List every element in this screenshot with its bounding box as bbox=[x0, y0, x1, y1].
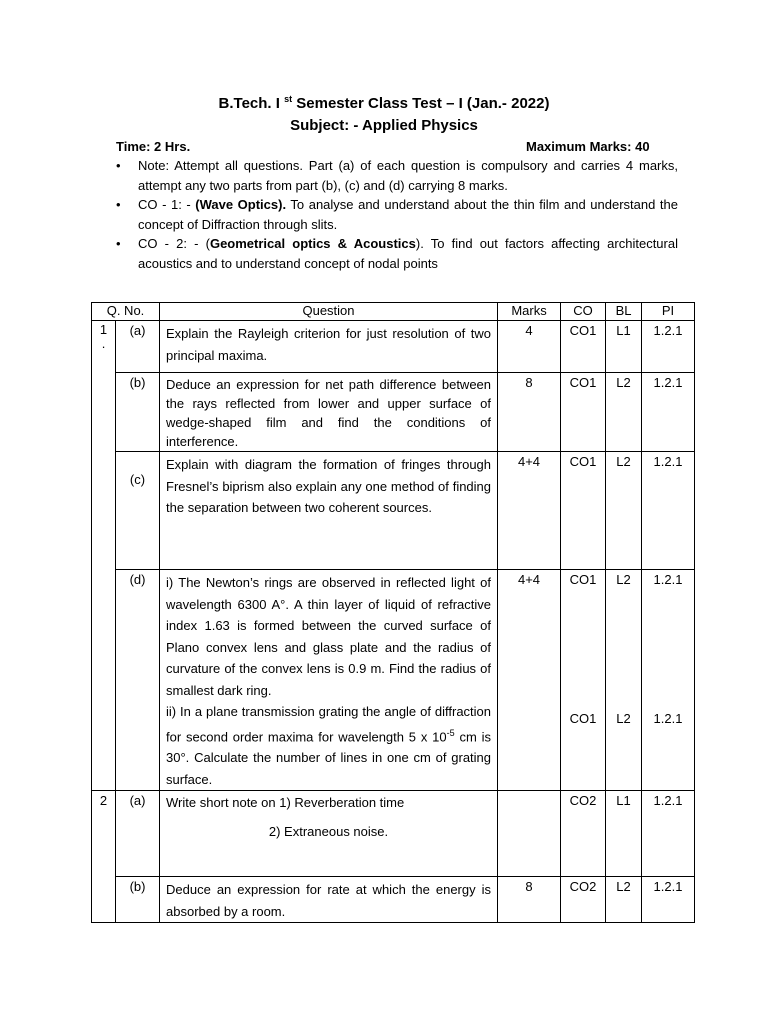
co2-topic: Geometrical optics & Acoustics bbox=[209, 236, 416, 251]
pi-ii: 1.2.1 bbox=[653, 711, 683, 726]
co-cell: CO1 bbox=[561, 373, 606, 452]
question-table bbox=[91, 302, 695, 923]
co1-description: To analyse and understand about the thin film and understand the concept of Diffraction through slits. bbox=[138, 197, 678, 232]
title-text: B.Tech. I bbox=[218, 95, 280, 112]
co-cell: CO1 bbox=[561, 452, 606, 570]
table-row bbox=[92, 373, 695, 452]
short-note-2: 2) Extraneous noise. bbox=[268, 824, 389, 840]
pi-cell: 1.2.1 bbox=[642, 321, 695, 373]
header-qno: Q. No. bbox=[92, 303, 160, 321]
qnum-text: 1 bbox=[99, 322, 108, 337]
subject-title: Subject: - Applied Physics bbox=[290, 117, 478, 134]
table-row bbox=[92, 570, 695, 791]
exponent: -5 bbox=[446, 727, 455, 738]
exam-title bbox=[0, 94, 768, 112]
note-text: Note: Attempt all questions. Part (a) of each question is compulsory and carries 4 marks, attempt any two parts from part (b), (c) and (d) carrying 8 marks. bbox=[138, 158, 678, 193]
question-text: Deduce an expression for rate at which the energy is absorbed by a room. bbox=[160, 877, 498, 923]
header-pi: PI bbox=[642, 303, 695, 321]
question-number-2: 2 bbox=[92, 791, 116, 923]
question-text bbox=[160, 791, 498, 877]
maximum-marks: Maximum Marks: 40 bbox=[526, 139, 650, 154]
qnum-dot: . bbox=[101, 336, 106, 351]
question-text: Deduce an expression for net path difference between the rays reflected from lower and upper surface of wedge-shaped film and find the conditions of interference. bbox=[160, 373, 498, 452]
table-header-row bbox=[92, 303, 695, 321]
bullet-icon: • bbox=[116, 197, 121, 212]
bl-cell: L2 bbox=[606, 452, 642, 570]
subquestion-ii: ii) In a plane transmission grating the angle of diffraction for second order maxima for wavelength 5 x 10 bbox=[166, 704, 492, 744]
bullet-icon: • bbox=[116, 158, 121, 173]
part-label: (c) bbox=[116, 452, 160, 570]
pi-cell: 1.2.1 bbox=[642, 373, 695, 452]
part-label: (b) bbox=[116, 373, 160, 452]
pi-cell: 1.2.1 bbox=[642, 452, 695, 570]
marks-cell: 4+4 bbox=[498, 452, 561, 570]
table-row bbox=[92, 452, 695, 570]
question-text: Explain the Rayleigh criterion for just resolution of two principal maxima. bbox=[160, 321, 498, 373]
instruction-list bbox=[116, 156, 678, 273]
co1-label: CO - 1: - bbox=[138, 197, 196, 212]
bl-ii: L2 bbox=[616, 711, 631, 726]
pi-cell: 1.2.1 bbox=[642, 791, 695, 877]
table-row bbox=[92, 321, 695, 373]
co1-topic: (Wave Optics). bbox=[195, 197, 287, 212]
question-text: Explain with diagram the formation of fringes through Fresnel’s biprism also explain any one method of finding the separation between two coherent sources. bbox=[160, 452, 498, 570]
marks-cell bbox=[498, 791, 561, 877]
course-outcome-1 bbox=[116, 195, 678, 234]
marks-cell: 4+4 bbox=[498, 570, 561, 791]
question-number-1 bbox=[92, 321, 116, 791]
subquestion-i: i) The Newton’s rings are observed in reflected light of wavelength 6300 A°. A thin layer of liquid of refractive index 1.63 is formed between the curved surface of Plano convex lens and glass plate and the radius of curvature of the convex lens is 0.9 m. Find the radius of smallest dark ring. bbox=[166, 575, 492, 698]
bl-cell: L2 bbox=[606, 877, 642, 923]
instruction-note bbox=[116, 156, 678, 195]
pi-cell: 1.2.1 bbox=[642, 877, 695, 923]
exam-time: Time: 2 Hrs. bbox=[116, 139, 191, 154]
co-cell: CO2 bbox=[561, 791, 606, 877]
header-marks: Marks bbox=[498, 303, 561, 321]
co-ii: CO1 bbox=[569, 711, 597, 726]
bl-cell bbox=[606, 570, 642, 791]
bl-cell: L1 bbox=[606, 321, 642, 373]
bl-cell: L2 bbox=[606, 373, 642, 452]
subquestion-ii-rest: cm is 30°. Calculate the number of lines in one cm of grating surface. bbox=[166, 728, 492, 787]
part-label: (a) bbox=[116, 791, 160, 877]
part-label: (a) bbox=[116, 321, 160, 373]
marks-cell: 8 bbox=[498, 373, 561, 452]
pi-cell bbox=[642, 570, 695, 791]
bl-cell: L1 bbox=[606, 791, 642, 877]
part-label: (b) bbox=[116, 877, 160, 923]
pi-i: 1.2.1 bbox=[653, 572, 683, 587]
co-i: CO1 bbox=[569, 572, 597, 587]
co2-description: ). To find out factors affecting architectural acoustics and to understand concept of nodal points bbox=[138, 236, 678, 271]
co-cell bbox=[561, 570, 606, 791]
marks-cell: 8 bbox=[498, 877, 561, 923]
marks-cell: 4 bbox=[498, 321, 561, 373]
bullet-icon: • bbox=[116, 236, 121, 251]
header-bl: BL bbox=[606, 303, 642, 321]
question-text bbox=[160, 570, 498, 791]
title-superscript: st bbox=[284, 94, 293, 104]
header-question: Question bbox=[160, 303, 498, 321]
co-cell: CO2 bbox=[561, 877, 606, 923]
title-text-rest: Semester Class Test – I (Jan.- 2022) bbox=[292, 95, 550, 112]
course-outcome-2 bbox=[116, 234, 678, 273]
table-row bbox=[92, 877, 695, 923]
short-note-1: Write short note on 1) Reverberation time bbox=[166, 795, 405, 811]
co2-label: CO - 2: - ( bbox=[138, 236, 210, 251]
header-co: CO bbox=[561, 303, 606, 321]
part-label: (d) bbox=[116, 570, 160, 791]
table-row bbox=[92, 791, 695, 877]
co-cell: CO1 bbox=[561, 321, 606, 373]
bl-i: L2 bbox=[616, 572, 631, 587]
